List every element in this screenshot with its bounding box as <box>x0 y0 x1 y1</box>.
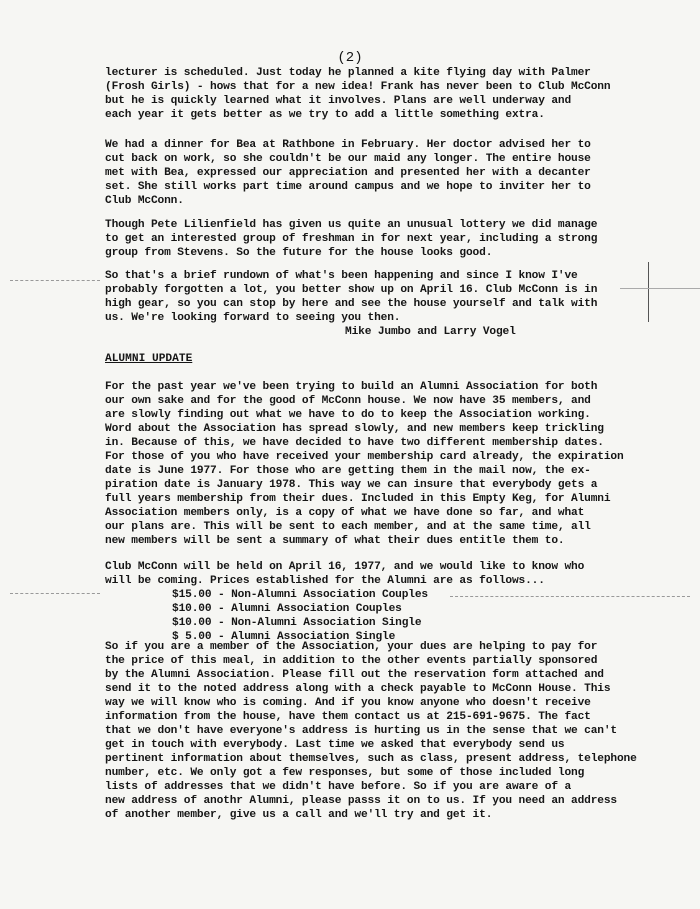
paragraph-lottery <box>105 218 680 260</box>
paragraph-dinner <box>105 138 680 208</box>
text-line: So that's a brief rundown of what's been happening and since I know I've <box>105 270 578 282</box>
text-line: lecturer is scheduled. Just today he planned a kite flying day with Palmer <box>105 67 591 79</box>
price-item: $10.00 - Non-Alumni Association Single <box>172 617 422 629</box>
text-line: So if you are a member of the Association, your dues are helping to pay for <box>105 641 598 653</box>
text-line: group from Stevens. So the future for the house looks good. <box>105 247 493 259</box>
text-line: but he is quickly learned what it involves. Plans are well underway and <box>105 95 572 107</box>
text-line: pertinent information about themselves, such as class, present address, telephone <box>105 753 637 765</box>
price-item: $ 5.00 - Alumni Association Single <box>172 631 396 643</box>
text-line: (Frosh Girls) - hows that for a new idea! Frank has never been to Club McConn <box>105 81 611 93</box>
text-line: information from the house, have them contact us at 215-691-9675. The fact <box>105 711 591 723</box>
text-line: new members will be sent a summary of what their dues entitle them to. <box>105 535 565 547</box>
text-line: probably forgotten a lot, you better show up on April 16. Club McConn is in <box>105 284 598 296</box>
text-line: high gear, so you can stop by here and see the house yourself and talk with <box>105 298 598 310</box>
text-line: way we will know who is coming. And if you know anyone who doesn't receive <box>105 697 591 709</box>
text-line: Club McConn will be held on April 16, 1977, and we would like to know who <box>105 561 585 573</box>
text-line: will be coming. Prices established for the Alumni are as follows... <box>105 575 545 587</box>
text-line: send it to the noted address along with a check payable to McConn House. This <box>105 683 611 695</box>
text-line: in. Because of this, we have decided to have two different membership dates. <box>105 437 604 449</box>
text-line: For those of you who have received your membership card already, the expiration <box>105 451 624 463</box>
page-number: (2) <box>337 50 363 66</box>
text-line: Association members only, is a copy of what we have done so far, and what <box>105 507 585 519</box>
text-line: our own sake and for the good of McConn house. We now have 35 members, and <box>105 395 591 407</box>
paragraph-intro <box>105 66 680 122</box>
text-line: our plans are. This will be sent to each member, and at the same time, all <box>105 521 591 533</box>
text-line: piration date is January 1978. This way we can insure that everybody gets a <box>105 479 598 491</box>
text-line: date is June 1977. For those who are getting them in the mail now, the ex- <box>105 465 591 477</box>
fold-line-left <box>10 280 100 281</box>
text-line: lists of addresses that we didn't have before. So if you are aware of a <box>105 781 572 793</box>
price-item: $15.00 - Non-Alumni Association Couples <box>172 589 428 601</box>
fold-line-lower-left <box>10 593 100 594</box>
text-line: each year it gets better as we try to add a little something extra. <box>105 109 545 121</box>
text-line: We had a dinner for Bea at Rathbone in February. Her doctor advised her to <box>105 139 591 151</box>
text-line: that we don't have everyone's address is hurting us in the sense that we can't <box>105 725 617 737</box>
text-line: us. We're looking forward to seeing you then. <box>105 312 401 324</box>
paragraph-rundown <box>105 269 680 339</box>
text-line: For the past year we've been trying to build an Alumni Association for both <box>105 381 598 393</box>
price-item: $10.00 - Alumni Association Couples <box>172 603 402 615</box>
text-line: the price of this meal, in addition to the other events partially sponsored <box>105 655 598 667</box>
text-line: to get an interested group of freshman in for next year, including a strong <box>105 233 598 245</box>
paragraph-alumni <box>105 380 680 548</box>
section-heading: ALUMNI UPDATE <box>105 353 193 365</box>
text-line: by the Alumni Association. Please fill out the reservation form attached and <box>105 669 604 681</box>
text-line: of another member, give us a call and we'll try and get it. <box>105 809 493 821</box>
paragraph-club <box>105 560 680 644</box>
text-line: new address of anothr Alumni, please passs it on to us. If you need an address <box>105 795 617 807</box>
signature: Mike Jumbo and Larry Vogel <box>345 326 516 338</box>
text-line: get in touch with everybody. Last time we asked that everybody send us <box>105 739 565 751</box>
text-line: met with Bea, expressed our appreciation and presented her with a decanter <box>105 167 591 179</box>
text-line: full years membership from their dues. Included in this Empty Keg, for Alumni <box>105 493 611 505</box>
text-line: are slowly finding out what we have to do to keep the Association working. <box>105 409 591 421</box>
text-line: Though Pete Lilienfield has given us quite an unusual lottery we did manage <box>105 219 598 231</box>
text-line: Word about the Association has spread slowly, and new members keep trickling <box>105 423 604 435</box>
text-line: set. She still works part time around campus and we hope to inviter her to <box>105 181 591 193</box>
text-line: number, etc. We only got a few responses, but some of those included long <box>105 767 585 779</box>
paragraph-closing <box>105 640 680 822</box>
text-line: Club McConn. <box>105 195 184 207</box>
text-line: cut back on work, so she couldn't be our maid any longer. The entire house <box>105 153 591 165</box>
